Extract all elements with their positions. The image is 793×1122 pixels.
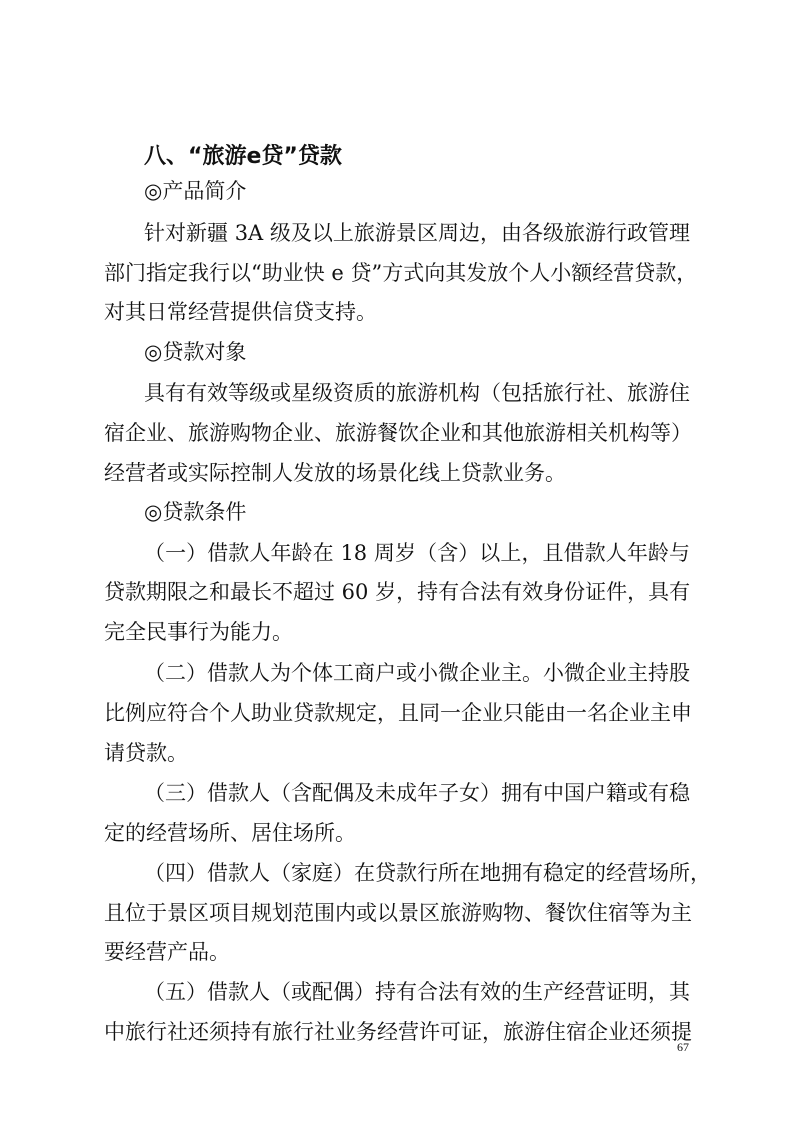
paragraph-line: （三）借款人（含配偶及未成年子女）拥有中国户籍或有稳 — [144, 781, 690, 805]
subsection-title: ◎贷款条件 — [144, 500, 247, 524]
paragraph-line: （一）借款人年龄在 18 周岁（含）以上，且借款人年龄与 — [144, 541, 690, 565]
paragraph-line: 针对新疆 3A 级及以上旅游景区周边，由各级旅游行政管理 — [144, 221, 690, 245]
paragraph-line: （五）借款人（或配偶）持有合法有效的生产经营证明，其 — [144, 980, 690, 1004]
paragraph-line: 具有有效等级或星级资质的旅游机构（包括旅行社、旅游住 — [144, 381, 690, 405]
page-number: 67 — [677, 1040, 689, 1054]
section-heading: 八、“旅游e贷”贷款 — [144, 144, 342, 169]
paragraph-line: 贷款期限之和最长不超过 60 岁，持有合法有效身份证件，具有 — [104, 580, 691, 604]
paragraph-line: 宿企业、旅游购物企业、旅游餐饮企业和其他旅游相关机构等） — [104, 421, 692, 445]
paragraph-line: 请贷款。 — [104, 741, 188, 765]
paragraph-line: 要经营产品。 — [104, 940, 230, 964]
paragraph-line: 中旅行社还须持有旅行社业务经营许可证，旅游住宿企业还须提 — [104, 1020, 692, 1044]
paragraph-line: 部门指定我行以“助业快 e 贷”方式向其发放个人小额经营贷款， — [104, 261, 698, 285]
paragraph-line: 且位于景区项目规划范围内或以景区旅游购物、餐饮住宿等为主 — [104, 901, 692, 925]
subsection-title: ◎贷款对象 — [144, 340, 247, 364]
paragraph-line: （二）借款人为个体工商户或小微企业主。小微企业主持股 — [144, 661, 690, 685]
paragraph-line: 对其日常经营提供信贷支持。 — [104, 300, 377, 324]
paragraph-line: 完全民事行为能力。 — [104, 620, 293, 644]
paragraph-line: 定的经营场所、居住场所。 — [104, 821, 356, 845]
paragraph-line: 经营者或实际控制人发放的场景化线上贷款业务。 — [104, 461, 566, 485]
subsection-title: ◎产品简介 — [144, 179, 247, 203]
paragraph-line: （四）借款人（家庭）在贷款行所在地拥有稳定的经营场所， — [144, 861, 711, 885]
paragraph-line: 比例应符合个人助业贷款规定，且同一企业只能由一名企业主申 — [104, 701, 692, 725]
